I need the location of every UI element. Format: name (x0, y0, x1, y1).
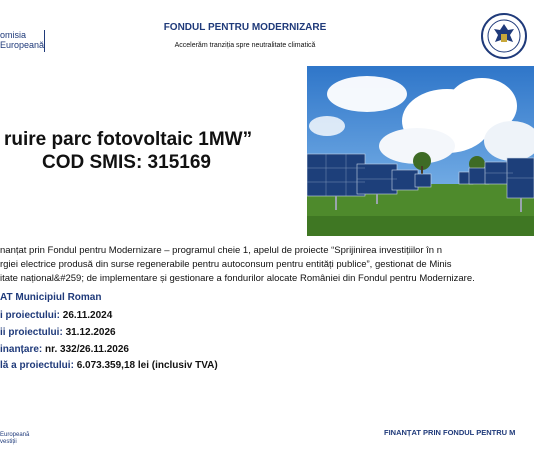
project-smis-code: COD SMIS: 315169 (42, 152, 211, 173)
description-line-3: itate național&#259; de implementare și gestionare a fondurilor alocate României din Fondul pentru Modernizare. (0, 273, 475, 284)
project-title-line-1: ruire parc fotovoltaic 1MW” (4, 129, 253, 150)
contract-label: inanțare: (0, 344, 43, 355)
project-value-row (0, 360, 218, 371)
eu-logo-text (0, 30, 44, 50)
beneficiary (0, 292, 101, 303)
description-line-1: nanțat prin Fondul pentru Modernizare – programul cheie 1, apelul de proiecte “Sprijinirea investițiilor în n (0, 245, 442, 256)
footer-left-line-1: Europeană (0, 432, 30, 438)
project-value-label: lă a proiectului: (0, 360, 74, 371)
fund-tagline: Accelerăm tranziția spre neutralitate climatică (174, 42, 316, 49)
beneficiary-value: AT Municipiul Roman (0, 292, 102, 303)
project-description (0, 244, 534, 286)
contract-value: nr. 332/26.11.2026 (45, 344, 129, 355)
footer-left-line-2: vestiții (0, 439, 17, 445)
end-date-row (0, 327, 116, 338)
description-line-2: rgiei electrice produsă din surse regenerabile pentru autoconsum pentru entități publice”, gestionat de Minis (0, 259, 452, 270)
eu-divider (44, 30, 45, 52)
footer-eu-logo-text (0, 432, 29, 446)
eu-line-1: omisia (0, 30, 27, 40)
start-date-value: 26.11.2024 (62, 310, 113, 321)
end-date-value: 31.12.2026 (65, 327, 116, 338)
start-date-row (0, 310, 112, 321)
start-date-label: i proiectului: (0, 310, 60, 321)
end-date-label: ii proiectului: (0, 327, 63, 338)
eu-line-2: Europeană (0, 40, 45, 50)
contract-row (0, 344, 129, 355)
footer-funding-note: FINANȚAT PRIN FONDUL PENTRU M (384, 428, 516, 437)
project-title (0, 128, 310, 174)
project-value-amount: 6.073.359,18 lei (inclusiv TVA) (76, 360, 218, 371)
fund-title: FONDUL PENTRU MODERNIZARE (163, 22, 327, 33)
government-seal-icon (480, 12, 528, 60)
solar-park-photo (307, 66, 534, 236)
